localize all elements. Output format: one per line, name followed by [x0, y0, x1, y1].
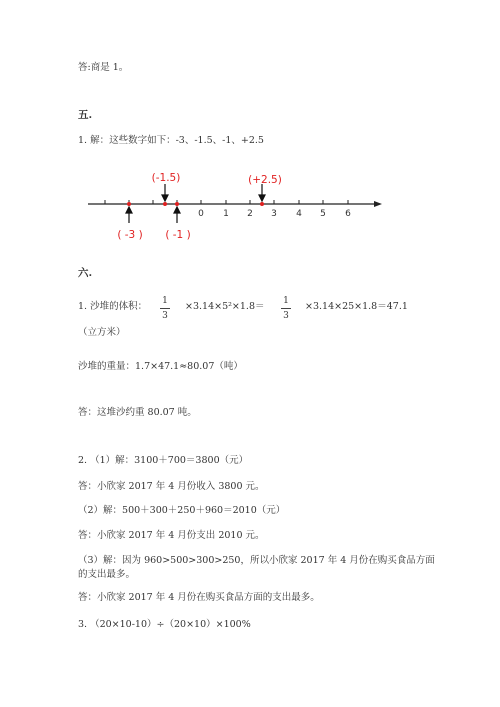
- section-5-q1: 1. 解：这些数字如下：-3、-1.5、-1、+2.5: [78, 135, 264, 146]
- tick-label-1: 1: [223, 209, 229, 219]
- tick-label-0: 0: [198, 209, 204, 219]
- label-neg1: ( -1 ): [165, 229, 191, 241]
- label-pos2-5: (+2.5): [248, 174, 282, 186]
- fraction-denominator: 3: [162, 311, 168, 321]
- tick-marks: [105, 200, 348, 204]
- section-6-q1-mid: ×3.14×5²×1.8＝: [185, 301, 265, 312]
- section-6-q2-1: 2. （1）解：3100＋700＝3800（元）: [78, 455, 249, 466]
- label-neg1-5: (-1.5): [151, 172, 181, 184]
- fraction-one-third-a: [160, 296, 170, 321]
- fraction-one-third-b: [281, 296, 291, 321]
- section-6-q1-end: ×3.14×25×1.8＝47.1: [305, 301, 408, 312]
- tick-label-4: 4: [296, 209, 302, 219]
- answer-top: 答:商是 1。: [78, 62, 129, 73]
- section-6-q2-2: （2）解：500＋300＋250＋960＝2010（元）: [78, 505, 286, 516]
- point-neg1: [175, 202, 179, 206]
- point-pos2-5: [260, 202, 264, 206]
- fraction-numerator: 1: [162, 296, 168, 306]
- tick-label-5: 5: [320, 209, 326, 219]
- number-line-figure: [80, 165, 390, 245]
- section-5-heading: 五.: [78, 109, 93, 121]
- section-6-q3: 3. （20×10-10）÷（20×10）×100%: [78, 619, 251, 630]
- section-6-heading: 六.: [78, 267, 93, 279]
- fraction-bar: [160, 308, 170, 309]
- point-neg1-5: [163, 202, 167, 206]
- section-6-answer2-1: 答：小欣家 2017 年 4 月份收入 3800 元。: [78, 481, 265, 492]
- section-6-answer2-2: 答：小欣家 2017 年 4 月份支出 2010 元。: [78, 530, 265, 541]
- section-6-q2-3-line1: （3）解：因为 960>500>300>250，所以小欣家 2017 年 4 月份在购买食品方面: [78, 555, 435, 566]
- fraction-numerator: 1: [283, 296, 289, 306]
- number-line-arrow-head: [374, 201, 382, 207]
- section-6-weight: 沙堆的重量：1.7×47.1≈80.07（吨）: [78, 361, 243, 372]
- fraction-denominator: 3: [283, 311, 289, 321]
- section-6-q1-prefix: 1. 沙堆的体积：: [78, 301, 148, 312]
- section-6-q2-3-line2: 的支出最多。: [78, 569, 136, 580]
- fraction-bar: [281, 308, 291, 309]
- section-6-q1-unit: （立方米）: [78, 327, 126, 338]
- label-neg3: ( -3 ): [117, 229, 143, 241]
- point-neg3: [127, 202, 131, 206]
- tick-label-2: 2: [247, 209, 253, 219]
- tick-label-3: 3: [271, 209, 277, 219]
- section-6-answer1: 答：这堆沙约重 80.07 吨。: [78, 407, 197, 418]
- section-6-answer2-3: 答：小欣家 2017 年 4 月份在购买食品方面的支出最多。: [78, 592, 320, 603]
- tick-label-6: 6: [345, 209, 351, 219]
